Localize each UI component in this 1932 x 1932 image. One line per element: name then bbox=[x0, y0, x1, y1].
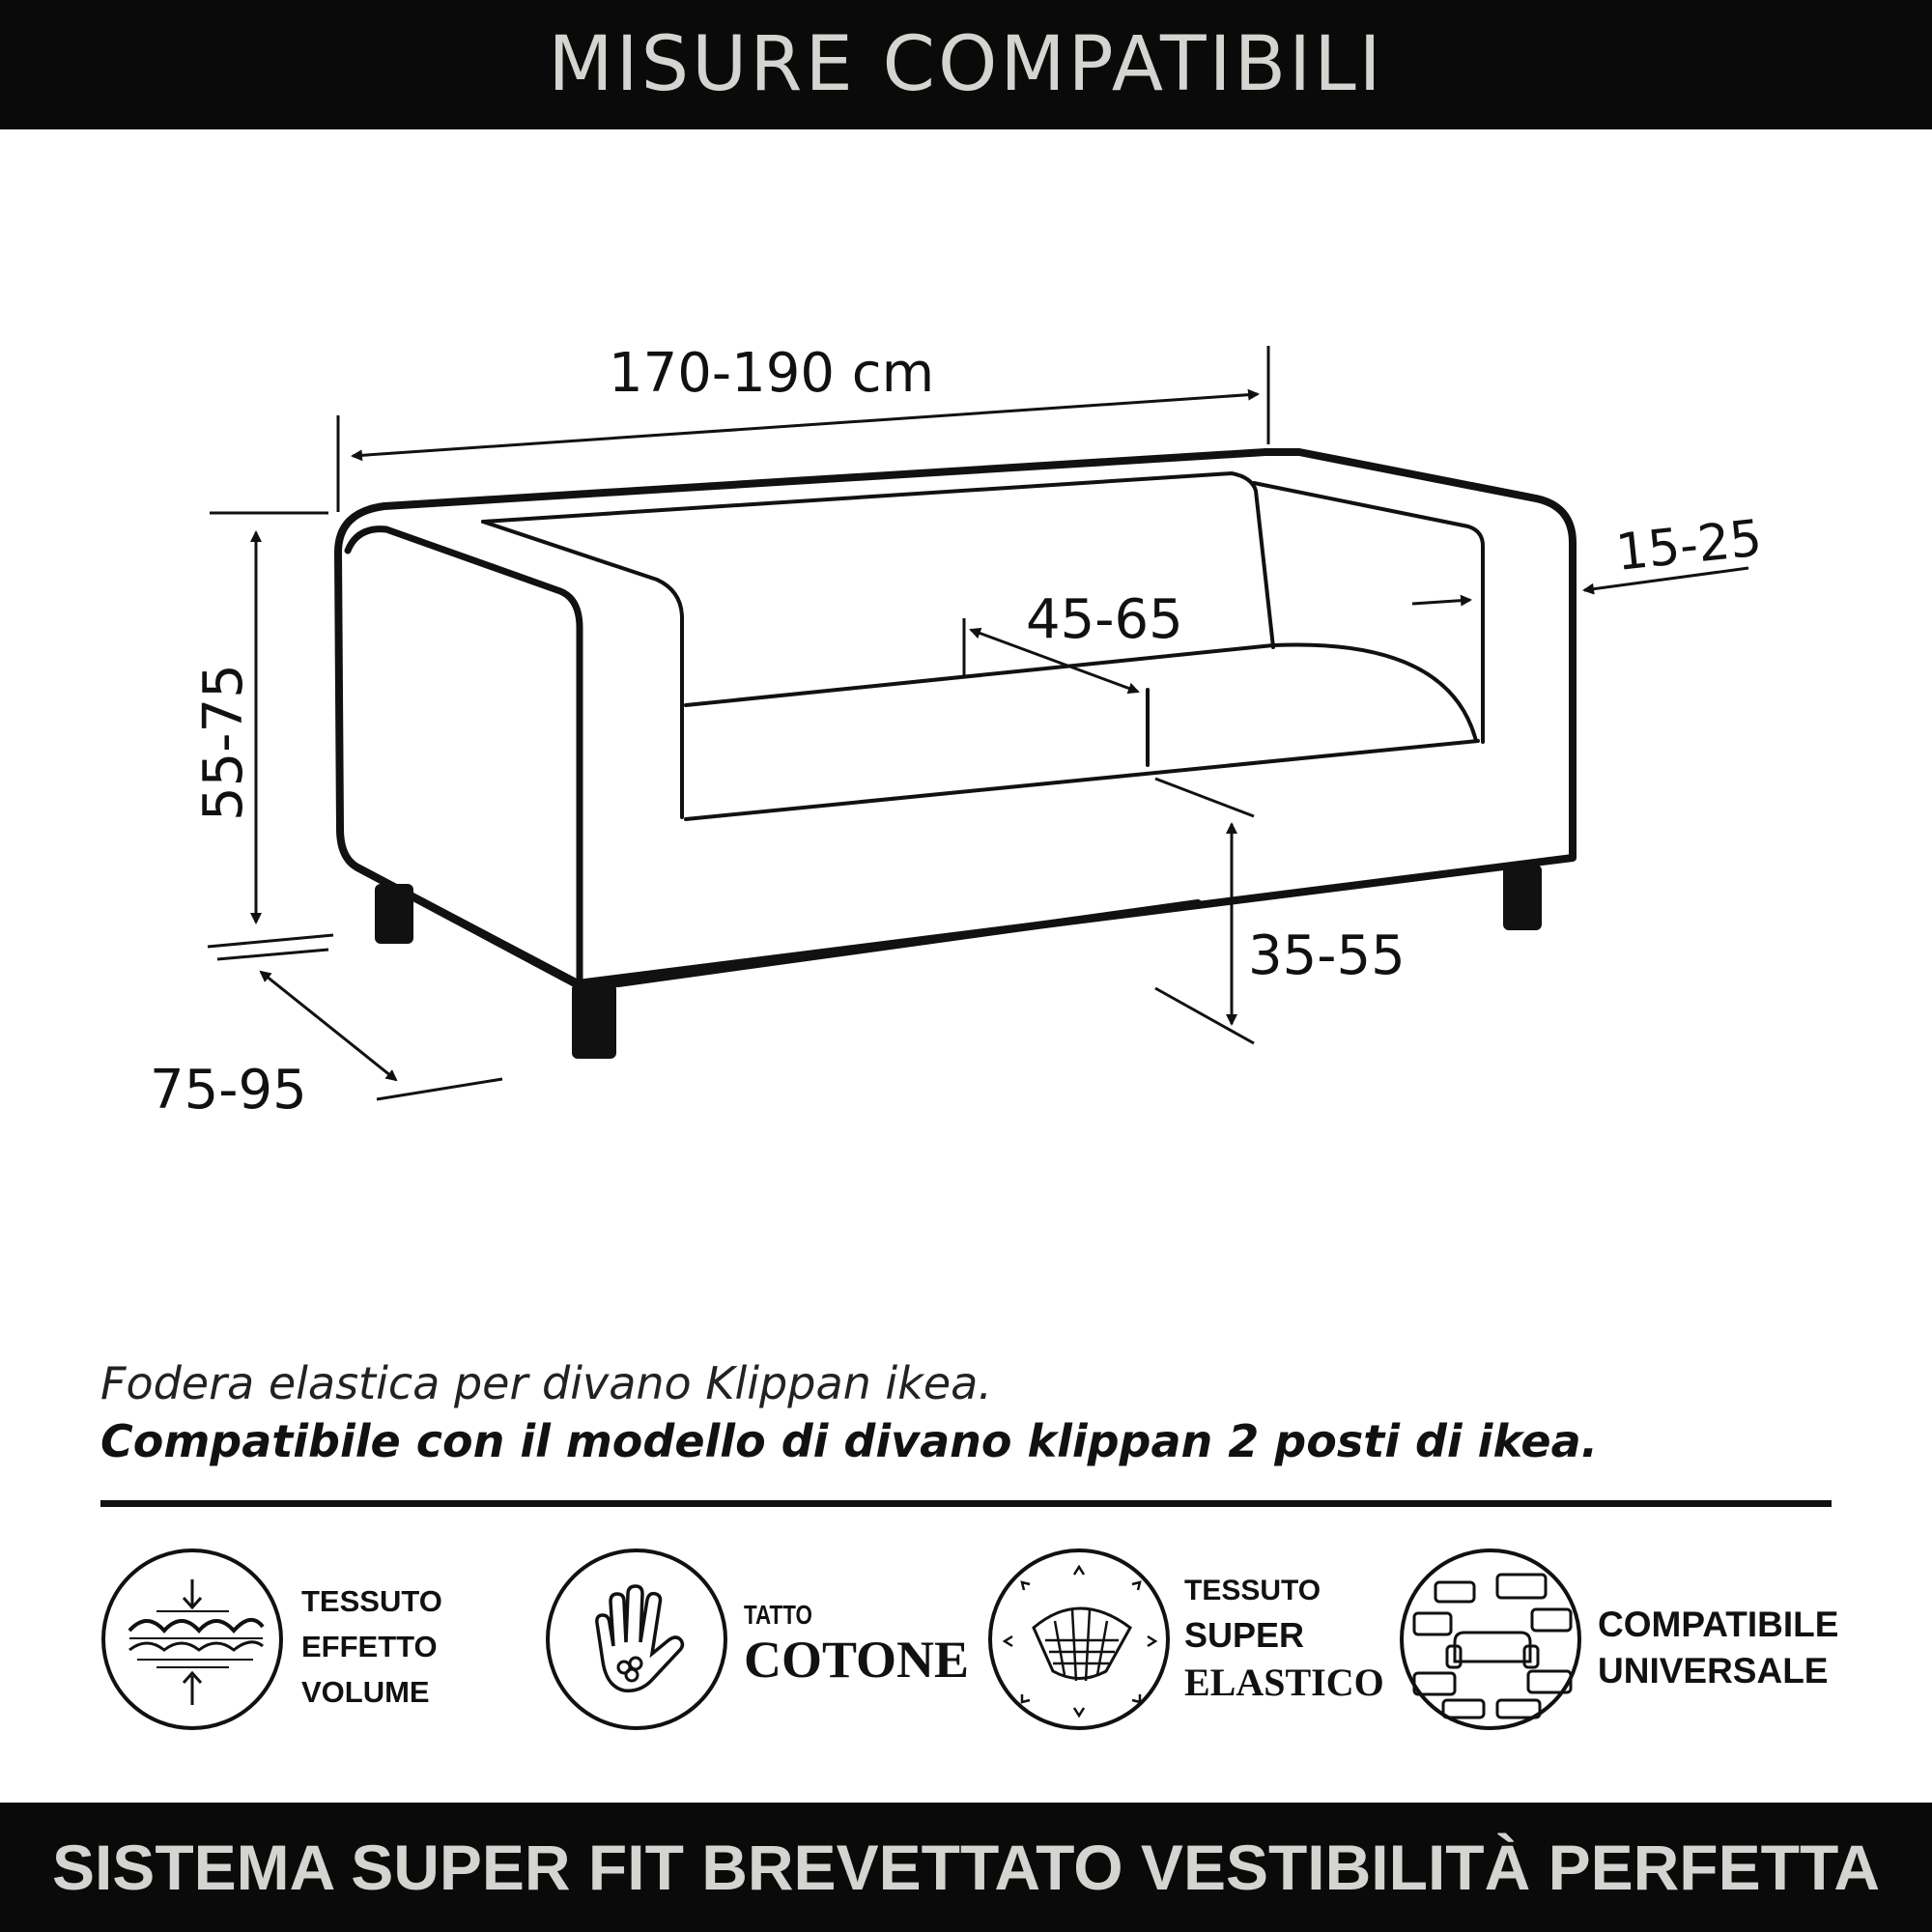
dim-seat-height-label: 35-55 bbox=[1248, 924, 1406, 987]
feature-elastic-label bbox=[1184, 1573, 1384, 1707]
dim-height-label: 55-75 bbox=[192, 664, 255, 821]
feature-universal-line: UNIVERSALE bbox=[1598, 1651, 1829, 1690]
feature-cotton-small: TATTO bbox=[744, 1600, 812, 1630]
feature-elastic-line: TESSUTO bbox=[1184, 1575, 1321, 1606]
feature-universal bbox=[1397, 1546, 1841, 1739]
header-bar bbox=[0, 0, 1932, 129]
volume-fabric-icon bbox=[99, 1546, 292, 1739]
feature-elastic bbox=[985, 1546, 1401, 1739]
feature-cotton-big: COTONE bbox=[744, 1631, 970, 1689]
dim-depth-label: 75-95 bbox=[150, 1059, 307, 1122]
feature-volume-line: TESSUTO bbox=[301, 1584, 442, 1618]
footer-title: SISTEMA SUPER FIT BREVETTATO VESTIBILITÀ PERFETTA bbox=[51, 1832, 1881, 1903]
feature-volume-line: VOLUME bbox=[301, 1675, 430, 1709]
dim-width-label: 170-190 cm bbox=[609, 342, 935, 405]
feature-universal-line: COMPATIBILE bbox=[1598, 1605, 1839, 1644]
feature-cotton bbox=[543, 1546, 987, 1739]
sofa-outline bbox=[338, 452, 1573, 983]
feature-volume bbox=[99, 1546, 446, 1739]
feature-elastic-line: SUPER bbox=[1184, 1614, 1305, 1655]
hand-cotton-icon bbox=[543, 1546, 736, 1739]
dim-seat-depth-label: 45-65 bbox=[1026, 588, 1183, 651]
feature-cotton-label bbox=[744, 1598, 969, 1693]
sofa-diagram bbox=[0, 129, 1932, 1327]
dim-arm-width-label: 15-25 bbox=[1613, 509, 1765, 582]
feature-elastic-big: ELASTICO bbox=[1184, 1660, 1384, 1704]
product-description: Fodera elastica per divano Klippan ikea. bbox=[100, 1357, 992, 1409]
stretch-fabric-icon bbox=[985, 1546, 1179, 1739]
universal-sofa-icon bbox=[1397, 1546, 1590, 1739]
page-title: MISURE COMPATIBILI bbox=[548, 21, 1384, 108]
feature-volume-line: EFFETTO bbox=[301, 1630, 438, 1663]
compatibility-note: Compatibile con il modello di divano klippan 2 posti di ikea. bbox=[100, 1415, 1599, 1467]
feature-universal-label bbox=[1598, 1602, 1838, 1694]
footer-bar bbox=[0, 1803, 1932, 1932]
feature-volume-label bbox=[301, 1578, 442, 1715]
divider bbox=[100, 1500, 1832, 1507]
